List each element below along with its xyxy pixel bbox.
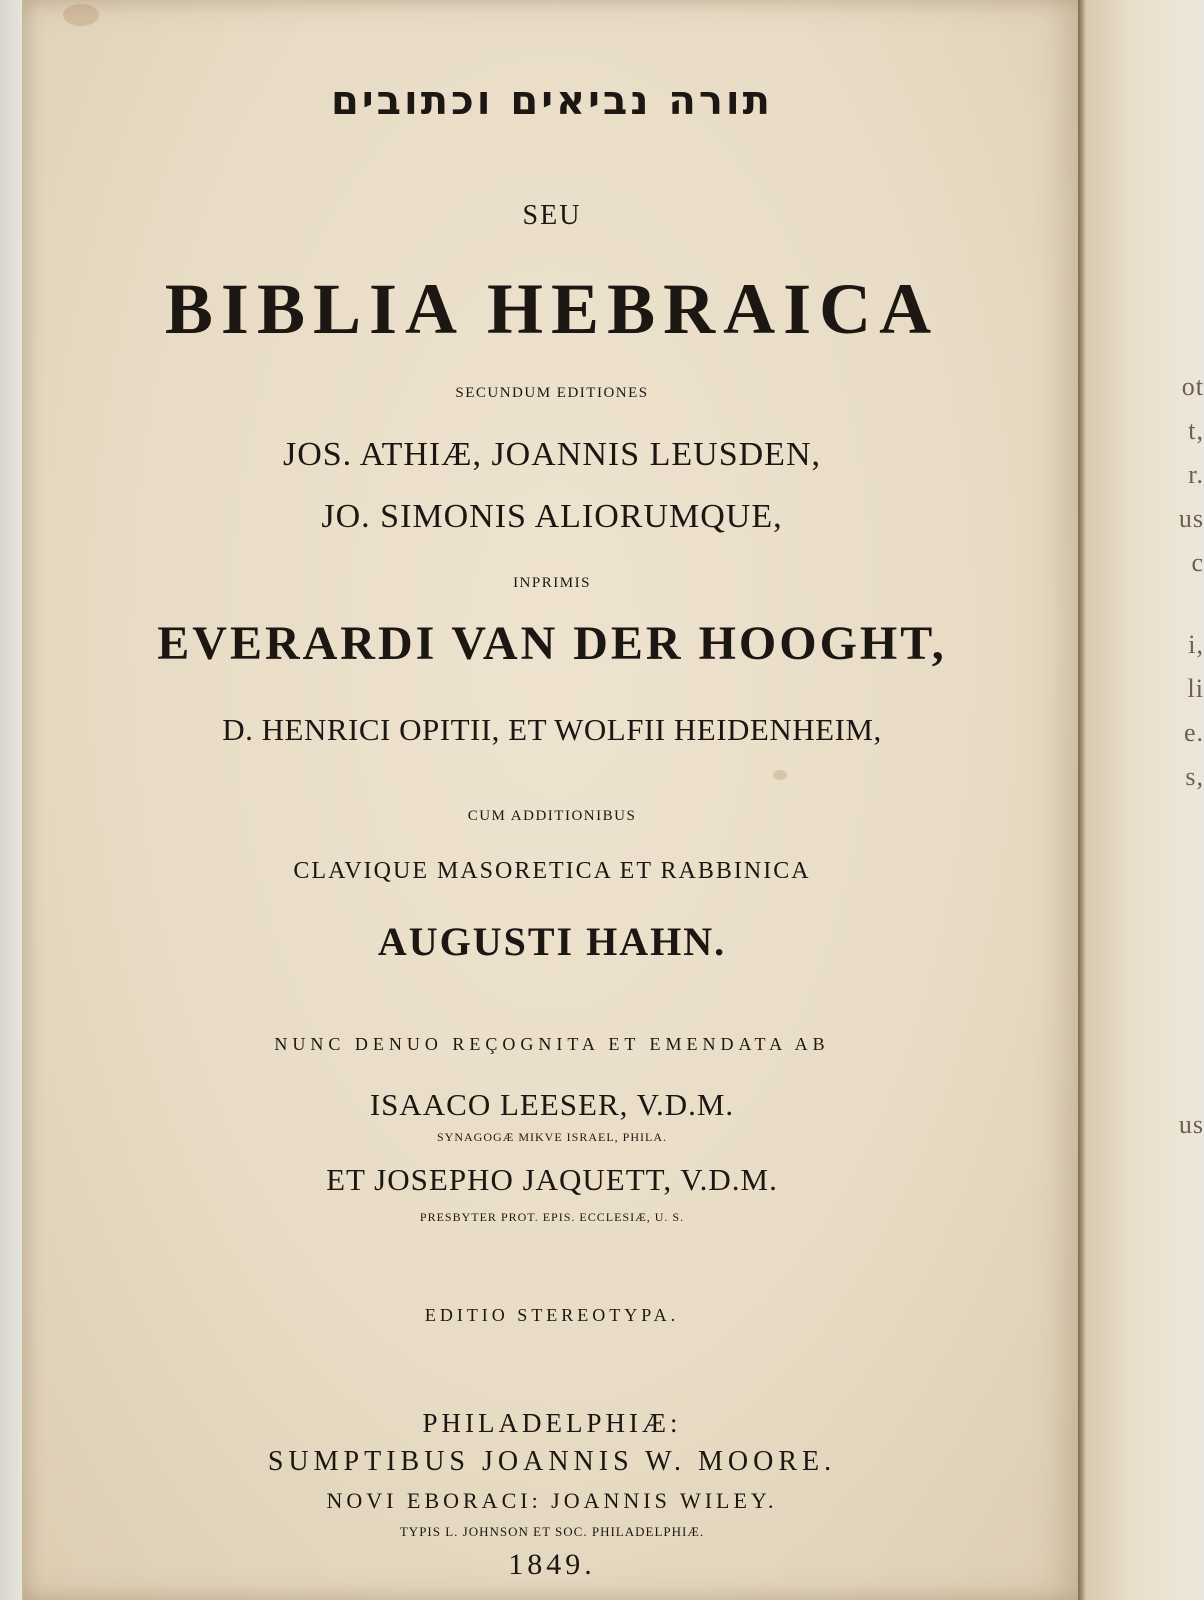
seu-line: SEU [522,200,582,231]
facing-page-text: t, [1188,416,1204,445]
editio-line: EDITIO STEREOTYPA. [424,1305,680,1325]
main-title: BIBLIA HEBRAICA [164,269,940,349]
facing-page-text: s, [1185,762,1204,791]
henrici-line: D. HENRICI OPITII, ET WOLFII HEIDENHEIM, [222,712,882,747]
facing-page-text: r. [1188,460,1204,489]
facing-page-text: i, [1188,630,1204,659]
augusti-line: AUGUSTI HAHN. [377,919,727,964]
inprimis-line: INPRIMIS [513,575,591,591]
facing-page-text: us [1178,1110,1204,1139]
secundum-line: SECUNDUM EDITIONES [455,385,649,401]
hebrew-title: תורה נביאים וכתובים [331,78,773,124]
josepho-line: ET JOSEPHO JAQUETT, V.D.M. [326,1162,778,1197]
facing-page-text: c [1191,548,1204,577]
clavique-line: CLAVIQUE MASORETICA ET RABBINICA [293,858,811,884]
facing-page [1086,0,1204,1600]
everardi-line: EVERARDI VAN DER HOOGHT, [157,617,947,670]
synagogae-line: SYNAGOGÆ MIKVE ISRAEL, PHILA. [437,1130,667,1144]
philadelphiae-line: PHILADELPHIÆ: [422,1408,682,1438]
presbyter-line: PRESBYTER PROT. EPIS. ECCLESIÆ, U. S. [419,1210,685,1224]
facing-page-text: li [1187,674,1204,703]
typis-line: TYPIS L. JOHNSON ET SOC. PHILADELPHIÆ. [399,1524,705,1539]
novi-eboraci-line: NOVI EBORACI: JOANNIS WILEY. [326,1488,778,1513]
cum-additionibus-line: CUM ADDITIONIBUS [467,808,637,824]
facing-page-text: ot [1181,372,1204,401]
editors-line-2: JO. SIMONIS ALIORUMQUE, [321,498,783,535]
title-page-text [22,0,1082,1600]
facing-page-text: e. [1183,718,1204,747]
nunc-line: NUNC DENUO REÇOGNITA ET EMENDATA AB [274,1034,830,1054]
sumptibus-line: SUMPTIBUS JOANNIS W. MOORE. [267,1446,837,1477]
facing-page-text: us [1178,504,1204,533]
editors-line-1: JOS. ATHIÆ, JOANNIS LEUSDEN, [282,436,822,473]
isaaco-line: ISAACO LEESER, V.D.M. [369,1087,735,1122]
year-line: 1849. [508,1548,596,1581]
